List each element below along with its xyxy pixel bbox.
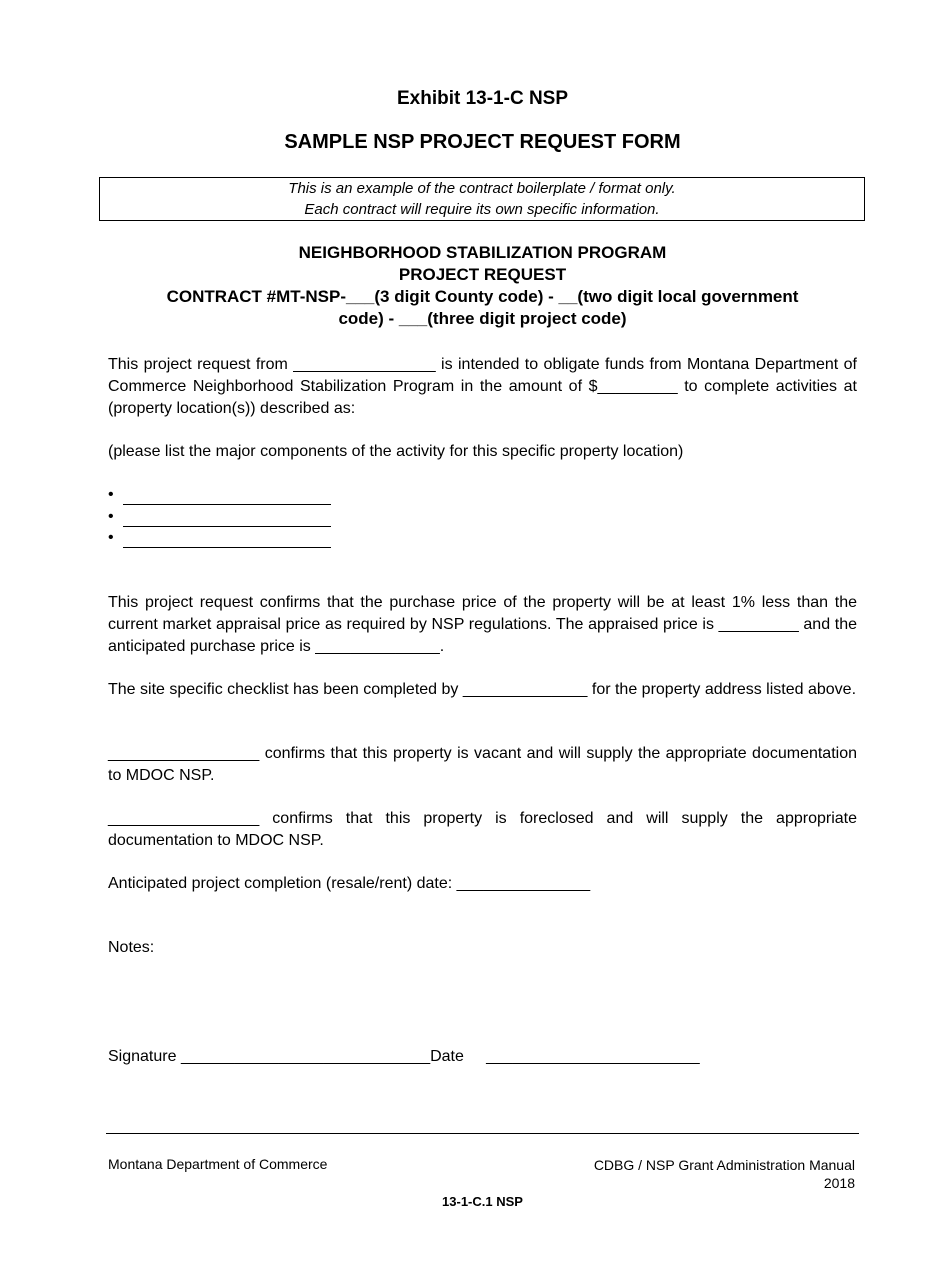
- component-blank-line: [123, 526, 331, 527]
- footer-manual-title: [500, 1156, 855, 1192]
- bullet-icon: •: [108, 486, 114, 503]
- bullet-icon: •: [108, 507, 114, 525]
- boilerplate-notice: [99, 177, 865, 221]
- components-instruction: (please list the major components of the activity for this specific property location): [108, 443, 684, 460]
- vacant-paragraph: _________________ confirms that this property is vacant and will supply the appropriate documentation to MDOC NSP.: [108, 745, 857, 784]
- footer-manual-name: CDBG / NSP Grant Administration Manual: [593, 1157, 855, 1173]
- completion-date-line: Anticipated project completion (resale/rent) date: _______________: [108, 875, 591, 892]
- component-item: [108, 485, 338, 507]
- component-blank-line: [123, 547, 331, 548]
- component-blank-line: [123, 504, 331, 505]
- footer-year: 2018: [823, 1175, 855, 1191]
- signature-date-line: Signature ____________________________Date ________________________: [108, 1048, 700, 1065]
- price-confirmation-paragraph: This project request confirms that the purchase price of the property will be at least 1% less than the current market appraisal price as required by NSP regulations. The appraised price is _________ and the anticipated purchase price is ______________.: [108, 594, 857, 655]
- program-heading: [0, 242, 950, 330]
- foreclosed-paragraph: _________________ confirms that this property is foreclosed and will supply the appropriate documentation to MDOC NSP.: [108, 810, 857, 849]
- exhibit-title: Exhibit 13-1-C NSP: [396, 88, 569, 109]
- notice-line-2: Each contract will require its own specific information.: [304, 201, 660, 218]
- bullet-icon: •: [108, 529, 114, 546]
- component-list: [108, 485, 338, 550]
- footer-department: Montana Department of Commerce: [108, 1156, 328, 1172]
- component-item: [108, 528, 338, 550]
- notice-line-1: This is an example of the contract boilerplate / format only.: [288, 180, 676, 197]
- intro-paragraph: This project request from ________________ is intended to obligate funds from Montana Department of Commerce Neighborhood Stabilization Program in the amount of $_________ to complete activities at (property location(s)) described as:: [108, 356, 857, 417]
- component-item: [108, 507, 338, 529]
- program-name: NEIGHBORHOOD STABILIZATION PROGRAM: [298, 243, 667, 262]
- footer-divider: [106, 1133, 859, 1134]
- page-number: 13-1-C.1 NSP: [442, 1194, 523, 1209]
- contract-number-line-2: code) - ___(three digit project code): [338, 309, 627, 328]
- checklist-paragraph: The site specific checklist has been completed by ______________ for the property address listed above.: [108, 681, 857, 698]
- program-subtitle: PROJECT REQUEST: [398, 265, 567, 284]
- contract-number-line-1: CONTRACT #MT-NSP-___(3 digit County code) - __(two digit local government: [166, 287, 799, 306]
- notes-label: Notes:: [108, 939, 155, 956]
- form-title: SAMPLE NSP PROJECT REQUEST FORM: [284, 131, 681, 153]
